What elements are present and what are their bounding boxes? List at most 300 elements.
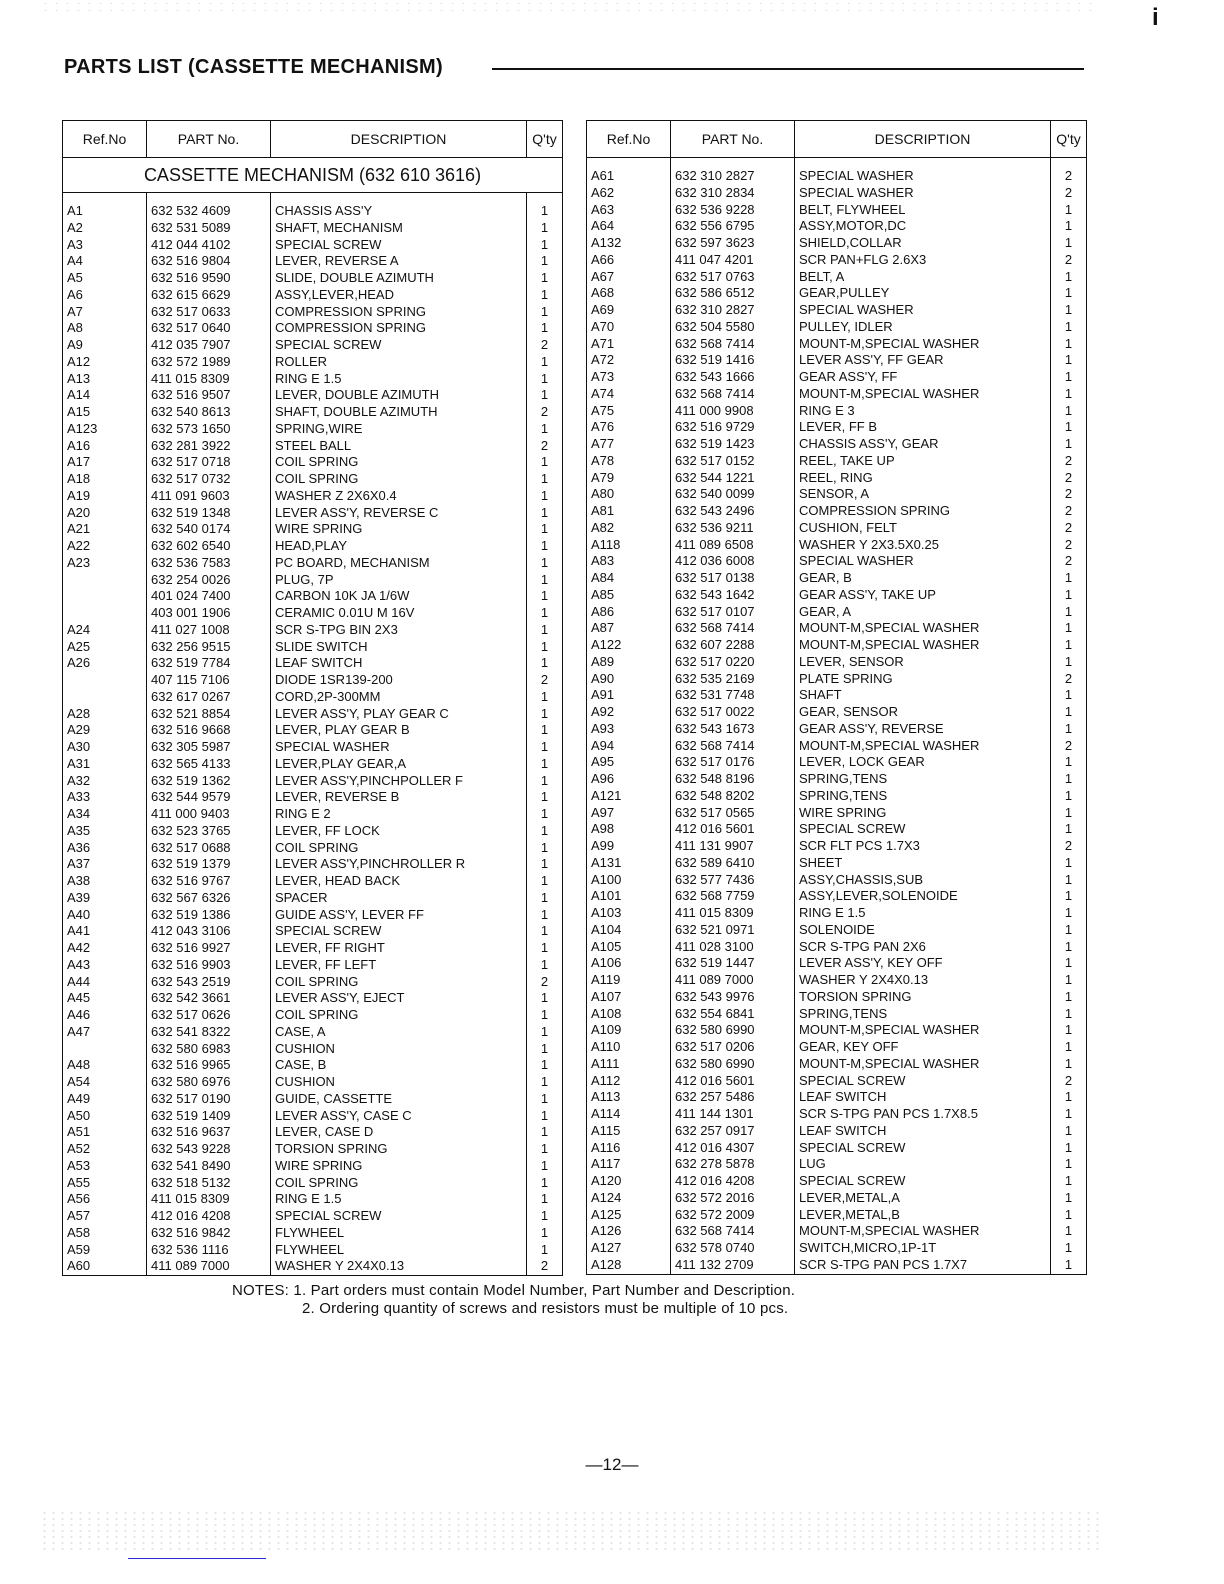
qty-cell: 1 <box>527 320 563 337</box>
ref-no-cell: A78 <box>587 453 671 470</box>
description-cell: SWITCH,MICRO,1P-1T <box>795 1240 1051 1257</box>
description-cell: ASSY,MOTOR,DC <box>795 218 1051 235</box>
table-row <box>587 1207 1087 1224</box>
part-no-cell: 632 544 9579 <box>147 789 271 806</box>
part-no-cell: 632 580 6976 <box>147 1074 271 1091</box>
description-cell: SPECIAL SCREW <box>795 1073 1051 1090</box>
ref-no-cell: A128 <box>587 1257 671 1274</box>
description-cell: RING E 3 <box>795 403 1051 420</box>
ref-no-cell: A97 <box>587 805 671 822</box>
part-no-cell: 411 000 9403 <box>147 806 271 823</box>
ref-no-cell: A96 <box>587 771 671 788</box>
header-row <box>63 121 563 158</box>
table-row <box>63 890 563 907</box>
col-part-header: PART No. <box>671 121 795 158</box>
description-cell: ASSY,CHASSIS,SUB <box>795 872 1051 889</box>
part-no-cell: 411 000 9908 <box>671 403 795 420</box>
part-no-cell: 632 517 0138 <box>671 570 795 587</box>
ref-no-cell: A16 <box>63 438 147 455</box>
table-row <box>587 1156 1087 1173</box>
table-row <box>587 185 1087 202</box>
table-row <box>63 1024 563 1041</box>
qty-cell: 1 <box>527 823 563 840</box>
ref-no-cell: A123 <box>63 421 147 438</box>
part-no-cell: 632 517 0565 <box>671 805 795 822</box>
ref-no-cell: A76 <box>587 419 671 436</box>
qty-cell: 1 <box>527 371 563 388</box>
table-row <box>587 805 1087 822</box>
col-qty-header: Q'ty <box>527 121 563 158</box>
description-cell: LEVER ASS'Y, CASE C <box>271 1108 527 1125</box>
table-row <box>63 521 563 538</box>
description-cell: WIRE SPRING <box>271 1158 527 1175</box>
ref-no-cell: A58 <box>63 1225 147 1242</box>
table-row <box>587 1257 1087 1274</box>
table-row <box>63 756 563 773</box>
ref-no-cell: A29 <box>63 722 147 739</box>
part-no-cell: 632 577 7436 <box>671 872 795 889</box>
table-row <box>63 806 563 823</box>
ref-no-cell: A89 <box>587 654 671 671</box>
ref-no-cell: A21 <box>63 521 147 538</box>
ref-no-cell: A66 <box>587 252 671 269</box>
table-row <box>587 788 1087 805</box>
qty-cell: 1 <box>527 253 563 270</box>
description-cell: LEVER ASS'Y,PINCHPOLLER F <box>271 773 527 790</box>
table-row <box>63 354 563 371</box>
part-no-cell: 403 001 1906 <box>147 605 271 622</box>
table-row <box>587 386 1087 403</box>
part-no-cell: 632 310 2827 <box>671 302 795 319</box>
qty-cell: 1 <box>527 1191 563 1208</box>
part-no-cell: 632 531 5089 <box>147 220 271 237</box>
ref-no-cell: A56 <box>63 1191 147 1208</box>
part-no-cell: 632 580 6983 <box>147 1041 271 1058</box>
qty-cell: 2 <box>527 404 563 421</box>
ref-no-cell: A79 <box>587 470 671 487</box>
qty-cell: 1 <box>1051 855 1087 872</box>
part-no-cell: 632 589 6410 <box>671 855 795 872</box>
description-cell: CERAMIC 0.01U M 16V <box>271 605 527 622</box>
table-row <box>63 471 563 488</box>
table-row <box>63 907 563 924</box>
part-no-cell: 411 089 6508 <box>671 537 795 554</box>
table-row <box>63 873 563 890</box>
qty-cell: 1 <box>527 722 563 739</box>
description-cell: LEVER, FF RIGHT <box>271 940 527 957</box>
ref-no-cell: A121 <box>587 788 671 805</box>
description-cell: SHAFT, MECHANISM <box>271 220 527 237</box>
table-row <box>63 387 563 404</box>
ref-no-cell: A24 <box>63 622 147 639</box>
part-no-cell: 412 016 4307 <box>671 1140 795 1157</box>
table-row <box>587 419 1087 436</box>
description-cell: COIL SPRING <box>271 471 527 488</box>
qty-cell: 1 <box>1051 1089 1087 1106</box>
part-no-cell: 632 554 6841 <box>671 1006 795 1023</box>
table-row <box>63 555 563 572</box>
part-no-cell: 632 519 1379 <box>147 856 271 873</box>
qty-cell: 1 <box>527 521 563 538</box>
description-cell: FLYWHEEL <box>271 1225 527 1242</box>
description-cell: SCR FLT PCS 1.7X3 <box>795 838 1051 855</box>
part-no-cell: 632 256 9515 <box>147 639 271 656</box>
part-no-cell: 632 519 1409 <box>147 1108 271 1125</box>
ref-no-cell: A93 <box>587 721 671 738</box>
part-no-cell: 632 536 9211 <box>671 520 795 537</box>
ref-no-cell: A50 <box>63 1108 147 1125</box>
table-row <box>587 520 1087 537</box>
part-no-cell: 632 516 9590 <box>147 270 271 287</box>
table-row <box>587 403 1087 420</box>
table-row <box>63 1208 563 1225</box>
part-no-cell: 411 132 2709 <box>671 1257 795 1274</box>
part-no-cell: 401 024 7400 <box>147 588 271 605</box>
qty-cell: 1 <box>1051 922 1087 939</box>
description-cell: COIL SPRING <box>271 1175 527 1192</box>
description-cell: LEVER ASS'Y, REVERSE C <box>271 505 527 522</box>
table-row <box>587 922 1087 939</box>
table-row <box>587 955 1087 972</box>
description-cell: GEAR ASS'Y, REVERSE <box>795 721 1051 738</box>
table-row <box>63 304 563 321</box>
part-no-cell: 632 536 9228 <box>671 202 795 219</box>
table-row <box>63 253 563 270</box>
description-cell: STEEL BALL <box>271 438 527 455</box>
part-no-cell: 632 602 6540 <box>147 538 271 555</box>
table-row <box>63 739 563 756</box>
ref-no-cell: A126 <box>587 1223 671 1240</box>
ref-no-cell: A72 <box>587 352 671 369</box>
qty-cell: 1 <box>527 1175 563 1192</box>
table-row <box>63 337 563 354</box>
qty-cell: 1 <box>527 287 563 304</box>
ref-no-cell: A67 <box>587 269 671 286</box>
parts-table-left <box>62 120 563 1276</box>
description-cell: WIRE SPRING <box>795 805 1051 822</box>
ref-no-cell: A105 <box>587 939 671 956</box>
qty-cell: 1 <box>527 538 563 555</box>
table-row <box>63 371 563 388</box>
qty-cell: 1 <box>527 1141 563 1158</box>
ref-no-cell: A1 <box>63 203 147 220</box>
spacer-cell <box>147 193 271 204</box>
part-no-cell: 407 115 7106 <box>147 672 271 689</box>
part-no-cell: 632 257 5486 <box>671 1089 795 1106</box>
table-row <box>63 220 563 237</box>
ref-no-cell: A35 <box>63 823 147 840</box>
ref-no-cell: A122 <box>587 637 671 654</box>
spacer-cell <box>63 193 147 204</box>
page-number: —12— <box>585 1455 639 1474</box>
table-row <box>587 202 1087 219</box>
qty-cell: 2 <box>1051 1073 1087 1090</box>
qty-cell: 1 <box>1051 319 1087 336</box>
description-cell: MOUNT-M,SPECIAL WASHER <box>795 738 1051 755</box>
table-row <box>63 840 563 857</box>
ref-no-cell: A52 <box>63 1141 147 1158</box>
table-row <box>63 722 563 739</box>
part-no-cell: 632 543 1673 <box>671 721 795 738</box>
description-cell: SPECIAL SCREW <box>271 1208 527 1225</box>
ref-no-cell: A18 <box>63 471 147 488</box>
table-row <box>63 588 563 605</box>
description-cell: WASHER Y 2X3.5X0.25 <box>795 537 1051 554</box>
description-cell: LEVER, REVERSE A <box>271 253 527 270</box>
bottom-rule <box>128 1558 266 1559</box>
ref-no-cell: A54 <box>63 1074 147 1091</box>
table-row <box>587 721 1087 738</box>
qty-cell: 1 <box>1051 1140 1087 1157</box>
table-row <box>587 235 1087 252</box>
part-no-cell: 411 144 1301 <box>671 1106 795 1123</box>
description-cell: BELT, FLYWHEEL <box>795 202 1051 219</box>
table-row <box>63 438 563 455</box>
part-no-cell: 632 607 2288 <box>671 637 795 654</box>
col-ref-header: Ref.No <box>63 121 147 158</box>
qty-cell: 1 <box>527 488 563 505</box>
ref-no-cell: A23 <box>63 555 147 572</box>
qty-cell: 1 <box>1051 788 1087 805</box>
table-row <box>63 957 563 974</box>
qty-cell: 1 <box>527 1091 563 1108</box>
ref-no-cell <box>63 689 147 706</box>
qty-cell: 1 <box>1051 805 1087 822</box>
description-cell: SPRING,TENS <box>795 788 1051 805</box>
qty-cell: 1 <box>1051 352 1087 369</box>
part-no-cell: 632 615 6629 <box>147 287 271 304</box>
ref-no-cell: A101 <box>587 888 671 905</box>
ref-no-cell: A14 <box>63 387 147 404</box>
description-cell: COMPRESSION SPRING <box>795 503 1051 520</box>
qty-cell: 1 <box>527 990 563 1007</box>
qty-cell: 1 <box>527 387 563 404</box>
ref-no-cell: A4 <box>63 253 147 270</box>
part-no-cell: 411 015 8309 <box>147 1191 271 1208</box>
ref-no-cell: A80 <box>587 486 671 503</box>
description-cell: SPRING,TENS <box>795 771 1051 788</box>
description-cell: WASHER Z 2X6X0.4 <box>271 488 527 505</box>
description-cell: SENSOR, A <box>795 486 1051 503</box>
part-no-cell: 632 517 0022 <box>671 704 795 721</box>
description-cell: SOLENOIDE <box>795 922 1051 939</box>
part-no-cell: 632 565 4133 <box>147 756 271 773</box>
qty-cell: 1 <box>1051 285 1087 302</box>
parts-table-right <box>586 120 1087 1275</box>
ref-no-cell: A69 <box>587 302 671 319</box>
qty-cell: 1 <box>527 957 563 974</box>
ref-no-cell: A110 <box>587 1039 671 1056</box>
ref-no-cell: A87 <box>587 620 671 637</box>
ref-no-cell: A15 <box>63 404 147 421</box>
qty-cell: 1 <box>527 689 563 706</box>
description-cell: SPECIAL SCREW <box>795 1140 1051 1157</box>
part-no-cell: 412 016 4208 <box>147 1208 271 1225</box>
part-no-cell: 632 568 7414 <box>671 336 795 353</box>
table-row <box>587 1123 1087 1140</box>
spacer-cell <box>671 158 795 169</box>
description-cell: LEVER, FF LEFT <box>271 957 527 974</box>
table-row <box>63 940 563 957</box>
ref-no-cell: A118 <box>587 537 671 554</box>
table-row <box>587 654 1087 671</box>
qty-cell: 1 <box>527 1024 563 1041</box>
ref-no-cell: A86 <box>587 604 671 621</box>
description-cell: SPRING,WIRE <box>271 421 527 438</box>
qty-cell: 1 <box>527 940 563 957</box>
ref-no-cell: A124 <box>587 1190 671 1207</box>
description-cell: BELT, A <box>795 269 1051 286</box>
header-row <box>587 121 1087 158</box>
part-no-cell: 632 516 9903 <box>147 957 271 974</box>
description-cell: LEVER, HEAD BACK <box>271 873 527 890</box>
qty-cell: 1 <box>1051 1156 1087 1173</box>
part-no-cell: 632 517 0718 <box>147 454 271 471</box>
part-no-cell: 632 543 9976 <box>671 989 795 1006</box>
part-no-cell: 632 521 8854 <box>147 706 271 723</box>
ref-no-cell <box>63 572 147 589</box>
qty-cell: 2 <box>1051 453 1087 470</box>
part-no-cell: 412 035 7907 <box>147 337 271 354</box>
note-2: 2. Ordering quantity of screws and resistors must be multiple of 10 pcs. <box>302 1300 789 1317</box>
table-row <box>63 1108 563 1125</box>
note-1: NOTES: 1. Part orders must contain Model Number, Part Number and Description. <box>232 1282 796 1299</box>
qty-cell: 1 <box>527 1158 563 1175</box>
table-row <box>587 369 1087 386</box>
qty-cell: 1 <box>527 1007 563 1024</box>
table-row <box>587 218 1087 235</box>
part-no-cell: 632 548 8202 <box>671 788 795 805</box>
ref-no-cell: A119 <box>587 972 671 989</box>
part-no-cell: 632 567 6326 <box>147 890 271 907</box>
description-cell: PLUG, 7P <box>271 572 527 589</box>
description-cell: CUSHION <box>271 1041 527 1058</box>
part-no-cell: 411 091 9603 <box>147 488 271 505</box>
ref-no-cell: A91 <box>587 687 671 704</box>
table-row <box>63 1242 563 1259</box>
table-row <box>587 470 1087 487</box>
qty-cell: 1 <box>1051 1190 1087 1207</box>
ref-no-cell <box>63 1041 147 1058</box>
ref-no-cell: A127 <box>587 1240 671 1257</box>
qty-cell: 1 <box>1051 888 1087 905</box>
qty-cell: 1 <box>527 237 563 254</box>
description-cell: MOUNT-M,SPECIAL WASHER <box>795 620 1051 637</box>
table-row <box>587 821 1087 838</box>
table-row <box>587 704 1087 721</box>
qty-cell: 1 <box>1051 1207 1087 1224</box>
table-row <box>587 252 1087 269</box>
part-no-cell: 632 541 8490 <box>147 1158 271 1175</box>
part-no-cell: 632 281 3922 <box>147 438 271 455</box>
description-cell: SPECIAL WASHER <box>795 553 1051 570</box>
ref-no-cell: A33 <box>63 789 147 806</box>
table-row <box>587 855 1087 872</box>
ref-no-cell: A53 <box>63 1158 147 1175</box>
part-no-cell: 632 519 1423 <box>671 436 795 453</box>
table-row <box>587 604 1087 621</box>
description-cell: LEVER, FF B <box>795 419 1051 436</box>
qty-cell: 1 <box>1051 587 1087 604</box>
table-row <box>63 404 563 421</box>
table-row <box>587 285 1087 302</box>
ref-no-cell: A17 <box>63 454 147 471</box>
qty-cell: 1 <box>527 605 563 622</box>
part-no-cell: 632 543 2496 <box>671 503 795 520</box>
qty-cell: 2 <box>1051 553 1087 570</box>
qty-cell: 1 <box>1051 269 1087 286</box>
description-cell: CASE, B <box>271 1057 527 1074</box>
table-row <box>587 436 1087 453</box>
qty-cell: 1 <box>527 471 563 488</box>
ref-no-cell: A60 <box>63 1258 147 1275</box>
qty-cell: 1 <box>1051 1173 1087 1190</box>
qty-cell: 1 <box>527 706 563 723</box>
qty-cell: 1 <box>527 806 563 823</box>
ref-no-cell: A44 <box>63 974 147 991</box>
ref-no-cell: A2 <box>63 220 147 237</box>
ref-no-cell: A74 <box>587 386 671 403</box>
description-cell: SLIDE SWITCH <box>271 639 527 656</box>
qty-cell: 1 <box>1051 202 1087 219</box>
table-row <box>63 1074 563 1091</box>
part-no-cell: 632 544 1221 <box>671 470 795 487</box>
description-cell: CUSHION <box>271 1074 527 1091</box>
part-no-cell: 632 518 5132 <box>147 1175 271 1192</box>
description-cell: SPECIAL SCREW <box>271 337 527 354</box>
description-cell: MOUNT-M,SPECIAL WASHER <box>795 386 1051 403</box>
part-no-cell: 632 540 0099 <box>671 486 795 503</box>
spacer-row <box>63 193 563 204</box>
part-no-cell: 632 617 0267 <box>147 689 271 706</box>
description-cell: REEL, RING <box>795 470 1051 487</box>
part-no-cell: 632 578 0740 <box>671 1240 795 1257</box>
part-no-cell: 412 016 4208 <box>671 1173 795 1190</box>
qty-cell: 1 <box>527 454 563 471</box>
table-row <box>63 287 563 304</box>
ref-no-cell: A113 <box>587 1089 671 1106</box>
qty-cell: 2 <box>1051 503 1087 520</box>
description-cell: COIL SPRING <box>271 840 527 857</box>
part-no-cell: 632 568 7414 <box>671 386 795 403</box>
description-cell: GEAR ASS'Y, FF <box>795 369 1051 386</box>
table-row <box>587 302 1087 319</box>
section-header-row <box>63 158 563 193</box>
description-cell: GEAR ASS'Y, TAKE UP <box>795 587 1051 604</box>
table-row <box>63 1225 563 1242</box>
part-no-cell: 412 044 4102 <box>147 237 271 254</box>
table-row <box>63 1007 563 1024</box>
qty-cell: 1 <box>527 890 563 907</box>
description-cell: GUIDE, CASSETTE <box>271 1091 527 1108</box>
part-no-cell: 632 516 9804 <box>147 253 271 270</box>
qty-cell: 2 <box>1051 486 1087 503</box>
part-no-cell: 632 536 7583 <box>147 555 271 572</box>
description-cell: SHEET <box>795 855 1051 872</box>
table-row <box>63 655 563 672</box>
qty-cell: 2 <box>1051 470 1087 487</box>
description-cell: SPECIAL WASHER <box>795 302 1051 319</box>
part-no-cell: 632 517 0107 <box>671 604 795 621</box>
qty-cell: 2 <box>1051 537 1087 554</box>
ref-no-cell: A77 <box>587 436 671 453</box>
ref-no-cell: A117 <box>587 1156 671 1173</box>
qty-cell: 1 <box>1051 302 1087 319</box>
description-cell: LEVER, SENSOR <box>795 654 1051 671</box>
table-row <box>63 572 563 589</box>
table-row <box>587 939 1087 956</box>
description-cell: SPECIAL WASHER <box>271 739 527 756</box>
